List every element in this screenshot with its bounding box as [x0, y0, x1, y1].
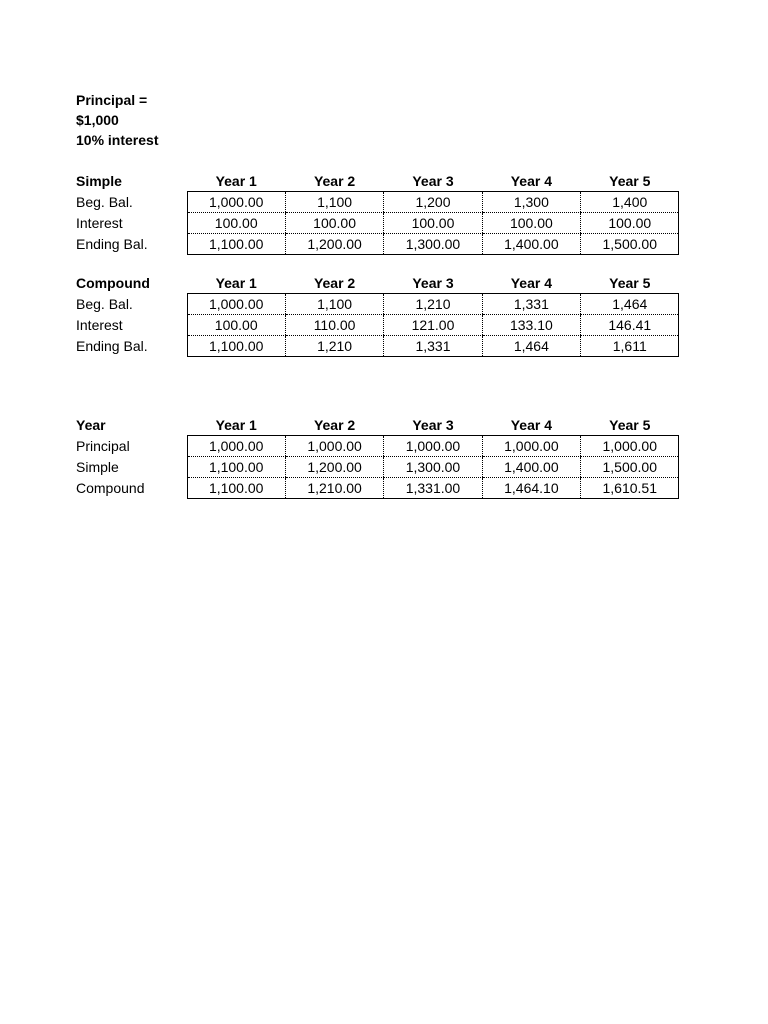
- column-header: Year 5: [581, 273, 679, 294]
- table-row: [76, 213, 679, 234]
- table-cell: 1,400.00: [482, 457, 580, 478]
- column-header: Year 3: [384, 415, 482, 436]
- column-header: Year 4: [482, 415, 580, 436]
- table-cell: 100.00: [187, 213, 285, 234]
- table-cell: 1,464: [482, 336, 580, 357]
- table-cell: 1,100: [285, 192, 383, 213]
- table-cell: 1,331: [384, 336, 482, 357]
- table-cell: 1,000.00: [285, 436, 383, 457]
- simple-interest-table: [76, 171, 679, 255]
- table-cell: 1,000.00: [482, 436, 580, 457]
- table-cell: 121.00: [384, 315, 482, 336]
- table-row: [76, 457, 679, 478]
- table-cell: 1,100.00: [187, 478, 285, 499]
- table-cell: 1,100.00: [187, 457, 285, 478]
- row-label: Beg. Bal.: [76, 295, 133, 312]
- column-header: Year 1: [187, 171, 285, 192]
- row-label: Interest: [76, 214, 123, 231]
- table-row: [76, 315, 679, 336]
- table-cell: 1,610.51: [581, 478, 679, 499]
- table-row: [76, 192, 679, 213]
- row-label: Interest: [76, 316, 123, 333]
- table-cell: 100.00: [581, 213, 679, 234]
- table-cell: 1,611: [581, 336, 679, 357]
- comparison-table: [76, 415, 679, 499]
- table-title: Simple: [76, 172, 122, 189]
- compound-interest-table: [76, 273, 679, 357]
- table-cell: 1,464.10: [482, 478, 580, 499]
- table-cell: 1,500.00: [581, 234, 679, 255]
- table-cell: 1,100.00: [187, 336, 285, 357]
- column-header: Year 4: [482, 273, 580, 294]
- column-header: Year 1: [187, 273, 285, 294]
- table-cell: 1,000.00: [187, 192, 285, 213]
- table-row: [76, 294, 679, 315]
- row-label: Ending Bal.: [76, 235, 148, 252]
- table-cell: 100.00: [285, 213, 383, 234]
- row-label: Beg. Bal.: [76, 193, 133, 210]
- column-header: Year 2: [285, 171, 383, 192]
- table-cell: 1,300: [482, 192, 580, 213]
- table-cell: 1,300.00: [384, 457, 482, 478]
- table-cell: 1,210.00: [285, 478, 383, 499]
- header-row: [76, 171, 679, 192]
- table-row: [76, 478, 679, 499]
- header-row: [76, 415, 679, 436]
- table-row: [76, 234, 679, 255]
- table-cell: 1,200.00: [285, 234, 383, 255]
- column-header: Year 2: [285, 415, 383, 436]
- table-cell: 1,331: [482, 294, 580, 315]
- table-cell: 100.00: [482, 213, 580, 234]
- table-cell: 110.00: [285, 315, 383, 336]
- principal-amount: $1,000: [76, 112, 119, 128]
- header-row: [76, 273, 679, 294]
- table-cell: 100.00: [384, 213, 482, 234]
- table-cell: 1,100.00: [187, 234, 285, 255]
- row-label: Simple: [76, 458, 119, 475]
- table-cell: 1,300.00: [384, 234, 482, 255]
- column-header: Year 2: [285, 273, 383, 294]
- table-cell: 1,500.00: [581, 457, 679, 478]
- table-title: Year: [76, 416, 106, 433]
- table-cell: 100.00: [187, 315, 285, 336]
- table-row: [76, 436, 679, 457]
- row-label: Compound: [76, 479, 145, 496]
- table-cell: 1,464: [581, 294, 679, 315]
- table-cell: 1,210: [285, 336, 383, 357]
- table-cell: 1,000.00: [187, 294, 285, 315]
- row-label: Ending Bal.: [76, 337, 148, 354]
- table-cell: 1,000.00: [581, 436, 679, 457]
- table-cell: 133.10: [482, 315, 580, 336]
- column-header: Year 3: [384, 273, 482, 294]
- table-cell: 146.41: [581, 315, 679, 336]
- table-cell: 1,000.00: [384, 436, 482, 457]
- table-row: [76, 336, 679, 357]
- table-cell: 1,200: [384, 192, 482, 213]
- table-cell: 1,400.00: [482, 234, 580, 255]
- table-cell: 1,331.00: [384, 478, 482, 499]
- table-cell: 1,210: [384, 294, 482, 315]
- principal-heading: [76, 90, 158, 150]
- interest-rate: 10% interest: [76, 132, 159, 148]
- table-title: Compound: [76, 274, 150, 291]
- table-cell: 1,200.00: [285, 457, 383, 478]
- table-cell: 1,100: [285, 294, 383, 315]
- column-header: Year 4: [482, 171, 580, 192]
- table-cell: 1,000.00: [187, 436, 285, 457]
- column-header: Year 5: [581, 415, 679, 436]
- column-header: Year 1: [187, 415, 285, 436]
- principal-label: Principal =: [76, 92, 148, 108]
- column-header: Year 5: [581, 171, 679, 192]
- column-header: Year 3: [384, 171, 482, 192]
- table-cell: 1,400: [581, 192, 679, 213]
- row-label: Principal: [76, 437, 130, 454]
